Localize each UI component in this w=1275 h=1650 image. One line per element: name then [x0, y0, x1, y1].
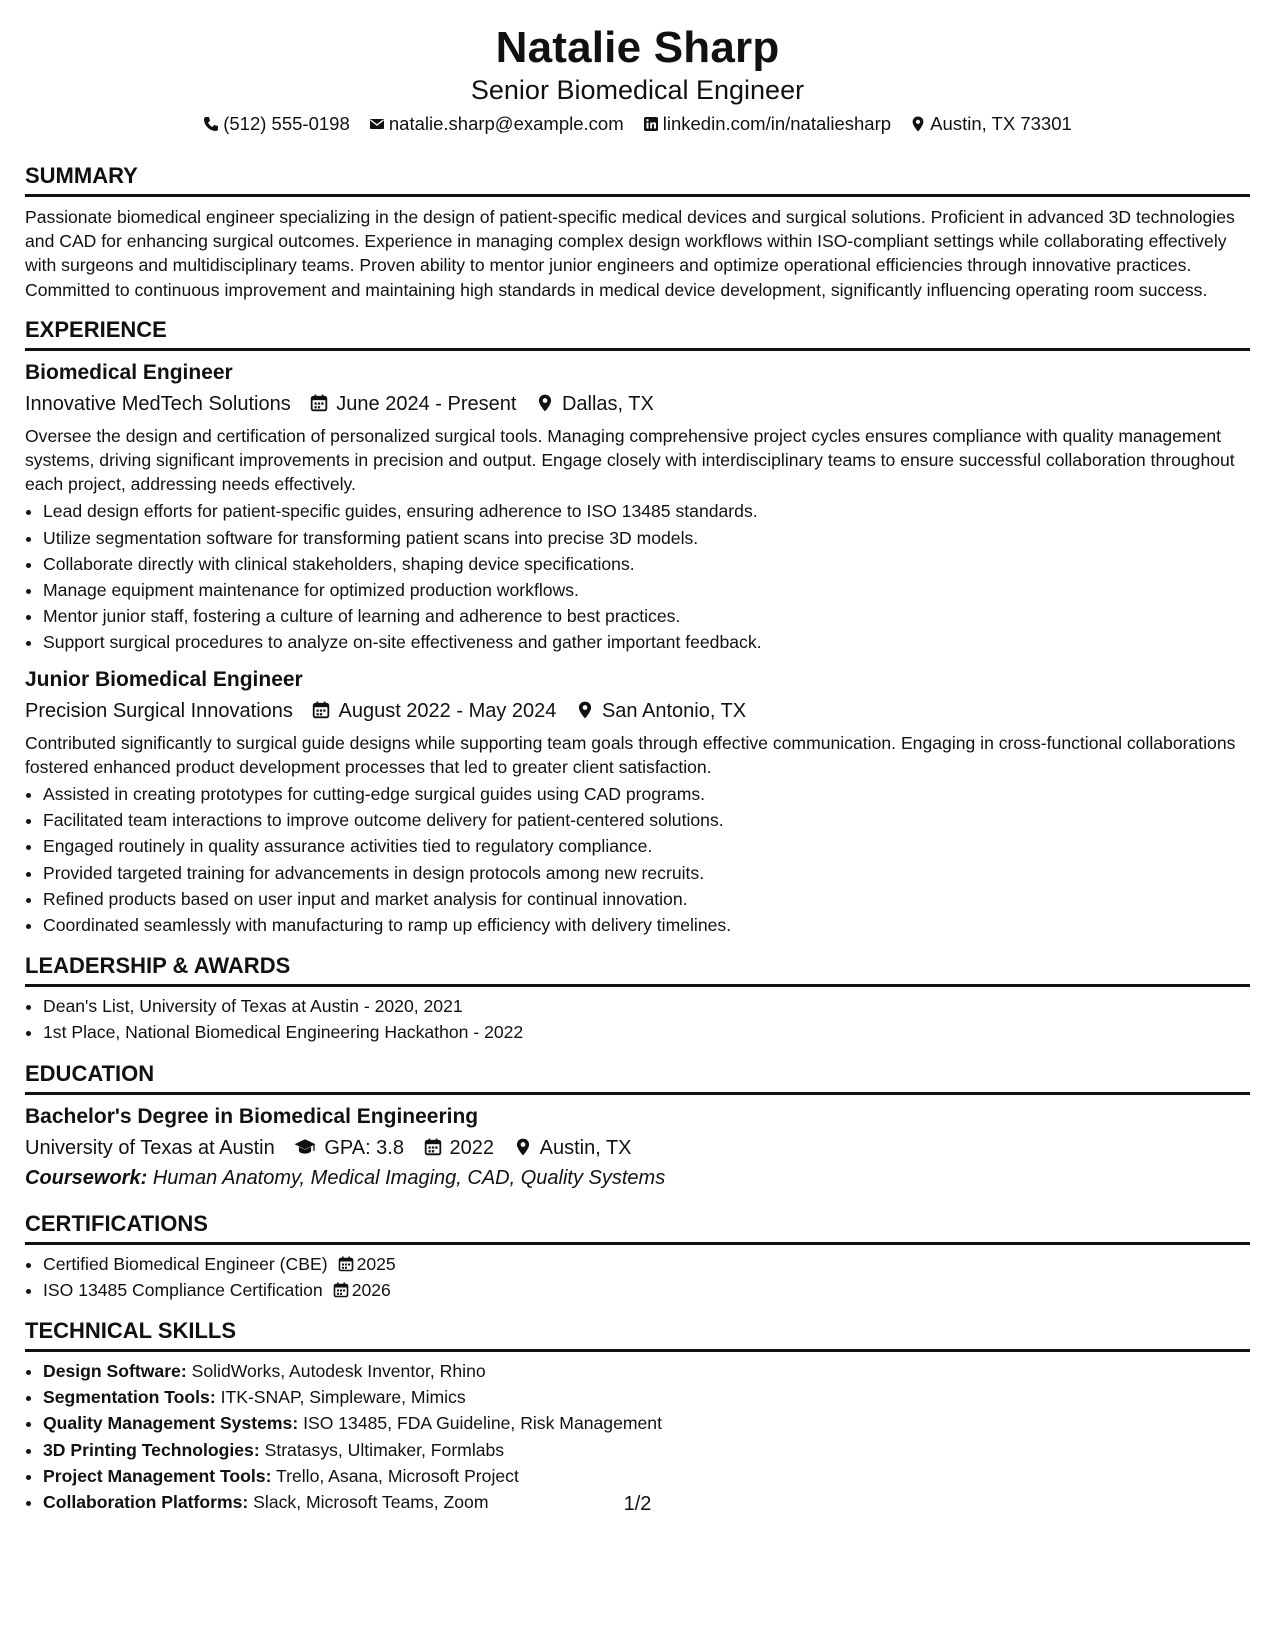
list-item: • Manage equipment maintenance for optimized production workflows.	[43, 577, 1250, 603]
list-item: • 1st Place, National Biomedical Engineering Hackathon - 2022	[43, 1019, 1250, 1045]
skill-value: ITK-SNAP, Simpleware, Mimics	[220, 1387, 466, 1408]
graduation-cap-icon	[294, 1138, 316, 1156]
job-location	[532, 390, 654, 418]
section-heading: LEADERSHIP & AWARDS	[25, 952, 1250, 987]
candidate-title: Senior Biomedical Engineer	[470, 75, 805, 105]
job-entry	[25, 666, 1250, 939]
list-item	[43, 1410, 1250, 1436]
experience-section	[25, 316, 1250, 938]
skills-section	[25, 1317, 1250, 1515]
education-meta	[25, 1134, 1250, 1162]
contact-row	[25, 112, 1250, 136]
job-dates	[306, 390, 516, 418]
skill-value: ISO 13485, FDA Guideline, Risk Management	[303, 1413, 662, 1434]
dates-text: June 2024 - Present	[336, 392, 517, 415]
resume-header	[25, 22, 1250, 136]
linkedin-icon	[643, 116, 659, 132]
list-item: • Coordinated seamlessly with manufacturing to ramp up efficiency with delivery timelines.	[43, 912, 1250, 938]
calendar-icon	[310, 394, 328, 412]
awards-list	[25, 993, 1250, 1045]
resume-page	[25, 22, 1250, 1515]
school-location	[510, 1134, 632, 1162]
list-item: • Utilize segmentation software for transforming patient scans into precise 3D models.	[43, 525, 1250, 551]
skill-label: 3D Printing Technologies:	[43, 1439, 260, 1460]
envelope-icon	[369, 116, 385, 132]
coursework	[25, 1164, 1250, 1192]
job-location	[572, 697, 746, 725]
list-item: • Collaborate directly with clinical stakeholders, shaping device specifications.	[43, 551, 1250, 577]
list-item: • Dean's List, University of Texas at Austin - 2020, 2021	[43, 993, 1250, 1019]
contact-email[interactable]	[369, 112, 624, 136]
section-heading: EDUCATION	[25, 1060, 1250, 1095]
calendar-icon	[424, 1138, 442, 1156]
job-title: Biomedical Engineer	[25, 360, 233, 384]
skill-label: Collaboration Platforms:	[43, 1492, 249, 1513]
job-meta	[25, 697, 1250, 725]
leadership-section	[25, 952, 1250, 1045]
job-dates	[308, 697, 556, 725]
section-heading: TECHNICAL SKILLS	[25, 1317, 1250, 1352]
list-item	[43, 1463, 1250, 1489]
job-meta	[25, 390, 1250, 418]
map-pin-icon	[514, 1138, 532, 1156]
list-item: • Facilitated team interactions to improve outcome delivery for patient-centered solutions.	[43, 807, 1250, 833]
calendar-icon	[312, 701, 330, 719]
map-pin-icon	[576, 701, 594, 719]
company-name: Innovative MedTech Solutions	[25, 392, 291, 415]
linkedin-text: linkedin.com/in/nataliesharp	[662, 113, 892, 134]
skill-label: Design Software:	[43, 1361, 187, 1382]
school-name: University of Texas at Austin	[25, 1136, 275, 1159]
coursework-label: Coursework:	[25, 1166, 148, 1189]
year-text: 2025	[356, 1253, 396, 1274]
year-text: 2026	[351, 1279, 391, 1300]
phone-icon	[203, 116, 219, 132]
list-item: • Assisted in creating prototypes for cutting-edge surgical guides using CAD programs.	[43, 781, 1250, 807]
certification-name: ISO 13485 Compliance Certification	[43, 1279, 323, 1300]
list-item: • Mentor junior staff, fostering a culture of learning and adherence to best practices.	[43, 603, 1250, 629]
list-item	[43, 1384, 1250, 1410]
job-description: Oversee the design and certification of personalized surgical tools. Managing comprehensive project cycles ensures compliance with quality management systems, driving significant improvements in precision and output. Engage closely with interdisciplinary teams to ensure successful collaboration throughout each project, addressing needs effectively.	[25, 425, 1235, 495]
location-text: Austin, TX 73301	[930, 113, 1072, 134]
list-item	[43, 1277, 1250, 1303]
skill-label: Quality Management Systems:	[43, 1413, 299, 1434]
phone-text: (512) 555-0198	[223, 113, 350, 134]
job-description: Contributed significantly to surgical guide designs while supporting team goals through effective communication. Engaging in cross-functional collaborations fostered enhanced product development processes that led to greater client satisfaction.	[25, 732, 1236, 777]
contact-phone	[203, 112, 350, 136]
gpa	[290, 1134, 404, 1162]
map-pin-icon	[910, 116, 926, 132]
list-item: • Engaged routinely in quality assurance activities tied to regulatory compliance.	[43, 833, 1250, 859]
coursework-text: Human Anatomy, Medical Imaging, CAD, Quality Systems	[152, 1166, 666, 1189]
graduation-year	[420, 1134, 495, 1162]
calendar-icon	[338, 1256, 354, 1272]
skill-value: SolidWorks, Autodesk Inventor, Rhino	[191, 1361, 486, 1382]
job-entry	[25, 359, 1250, 656]
certification-date	[323, 1280, 391, 1300]
location-text: Austin, TX	[539, 1136, 632, 1159]
certifications-list	[25, 1251, 1250, 1303]
candidate-name: Natalie Sharp	[495, 23, 780, 72]
page-number: 1/2	[623, 1493, 652, 1515]
list-item: • Lead design efforts for patient-specific guides, ensuring adherence to ISO 13485 standards.	[43, 498, 1250, 524]
gpa-text: GPA: 3.8	[324, 1136, 404, 1159]
location-text: San Antonio, TX	[601, 699, 747, 722]
list-item	[43, 1251, 1250, 1277]
job-bullets	[25, 781, 1250, 938]
certifications-section	[25, 1210, 1250, 1303]
summary-text: Passionate biomedical engineer specializing in the design of patient-specific medical devices and surgical solutions. Proficient in advanced 3D technologies and CAD for enhancing surgical outcomes. Experience in managing complex design workflows within ISO-compliant settings while collaborating effectively with surgeons and multidisciplinary teams. Proven ability to mentor junior engineers and optimize operational efficiencies through innovative practices. Committed to continuous improvement and maintaining high standards in medical device development, significantly influencing operating room success.	[25, 207, 1235, 300]
year-text: 2022	[449, 1136, 495, 1159]
skill-label: Project Management Tools:	[43, 1465, 272, 1486]
section-heading: SUMMARY	[25, 162, 1250, 197]
degree-title: Bachelor's Degree in Biomedical Engineering	[25, 1104, 479, 1128]
list-item	[43, 1358, 1250, 1384]
skill-value: Stratasys, Ultimaker, Formlabs	[264, 1439, 505, 1460]
list-item: • Support surgical procedures to analyze on-site effectiveness and gather important feedback.	[43, 629, 1250, 655]
certification-name: Certified Biomedical Engineer (CBE)	[43, 1253, 328, 1274]
calendar-icon	[333, 1282, 349, 1298]
company-name: Precision Surgical Innovations	[25, 699, 293, 722]
list-item: • Refined products based on user input and market analysis for continual innovation.	[43, 886, 1250, 912]
dates-text: August 2022 - May 2024	[338, 699, 557, 722]
contact-location	[910, 112, 1072, 136]
list-item	[43, 1437, 1250, 1463]
job-title: Junior Biomedical Engineer	[25, 667, 303, 691]
location-text: Dallas, TX	[561, 392, 654, 415]
section-heading: CERTIFICATIONS	[25, 1210, 1250, 1245]
job-bullets	[25, 498, 1250, 655]
education-section	[25, 1060, 1250, 1192]
summary-section	[25, 162, 1250, 302]
section-heading: EXPERIENCE	[25, 316, 1250, 351]
email-text: natalie.sharp@example.com	[388, 113, 624, 134]
skill-value: Slack, Microsoft Teams, Zoom	[253, 1492, 489, 1513]
list-item: • Provided targeted training for advancements in design protocols among new recruits.	[43, 860, 1250, 886]
contact-linkedin[interactable]	[643, 112, 891, 136]
skill-label: Segmentation Tools:	[43, 1387, 216, 1408]
map-pin-icon	[536, 394, 554, 412]
certification-date	[328, 1254, 396, 1274]
skill-value: Trello, Asana, Microsoft Project	[276, 1465, 519, 1486]
